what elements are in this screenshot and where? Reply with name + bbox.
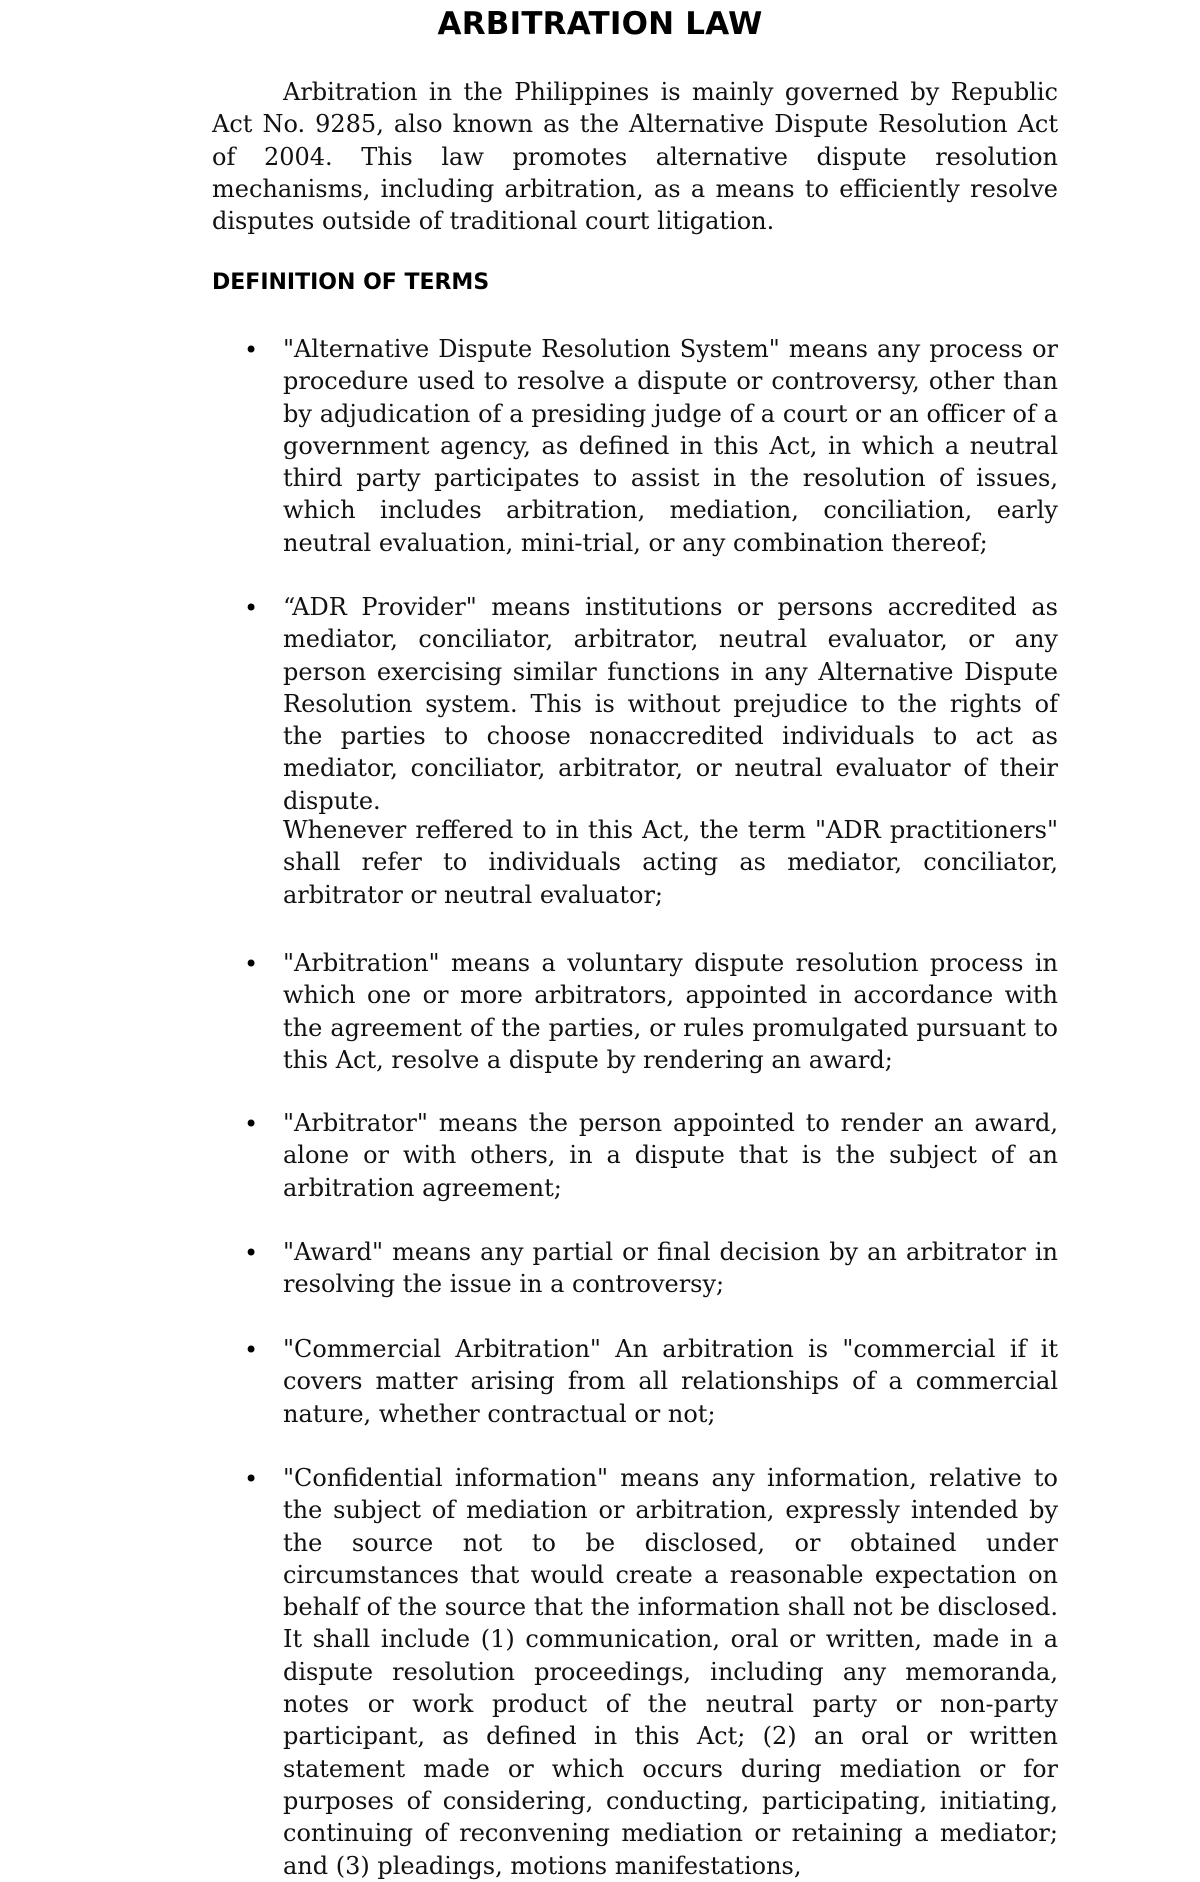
definition-continuation: Whenever reffered to in this Act, the term "ADR practitioners" shall refer to individuals acting as mediator, conciliator, arbitrator or neutral evaluator; (283, 816, 1058, 909)
definition-item: "Arbitrator" means the person appointed to render an award, alone or with others, in a dispute that is the subject of an arbitration agreement; (283, 1109, 1058, 1202)
definition-item: “ADR Provider" means institutions or persons accredited as mediator, conciliator, arbitrator, neutral evaluator, or any person exercising similar functions in any Alternative Dispute Resolution system. This is without prejudice to the rights of the parties to choose nonaccredited individuals to act as mediator, conciliator, arbitrator, or neutral evaluator of their dispute. (283, 593, 1058, 815)
document-title: ARBITRATION LAW (437, 6, 763, 42)
bullet-marker: • (244, 336, 259, 364)
definition-item: "Arbitration" means a voluntary dispute resolution process in which one or more arbitrators, appointed in accordance with the agreement of the parties, or rules promulgated pursuant to this Act, resolve a dispute by rendering an award; (283, 949, 1058, 1074)
bullet-marker: • (244, 1465, 259, 1493)
bullet-marker: • (244, 1336, 259, 1364)
bullet-marker: • (244, 594, 259, 622)
definition-item: "Commercial Arbitration" An arbitration is "commercial if it covers matter arising from all relationships of a commercial nature, whether contractual or not; (283, 1335, 1058, 1428)
section-heading: DEFINITION OF TERMS (212, 270, 490, 295)
bullet-marker: • (244, 1239, 259, 1267)
definition-item: "Confidential information" means any information, relative to the subject of mediation or arbitration, expressly intended by the source not to be disclosed, or obtained under circumstances that would create a reasonable expectation on behalf of the source that the information shall not be disclosed. It shall include (1) communication, oral or written, made in a dispute resolution proceedings, including any memoranda, notes or work product of the neutral party or non-party participant, as defined in this Act; (2) an oral or written statement made or which occurs during mediation or for purposes of considering, conducting, participating, initiating, continuing of reconvening mediation or retaining a mediator; and (3) pleadings, motions manifestations, (283, 1464, 1058, 1880)
definition-item: "Award" means any partial or final decision by an arbitrator in resolving the issue in a controversy; (283, 1238, 1058, 1299)
intro-paragraph: Arbitration in the Philippines is mainly governed by Republic Act No. 9285, also known as the Alternative Dispute Resolution Act of 2004. This law promotes alternative dispute resolution mechanisms, including arbitration, as a means to efficiently resolve disputes outside of traditional court litigation. (212, 78, 1058, 236)
definition-item: "Alternative Dispute Resolution System" means any process or procedure used to resolve a dispute or controversy, other than by adjudication of a presiding judge of a court or an officer of a government agency, as defined in this Act, in which a neutral third party participates to assist in the resolution of issues, which includes arbitration, mediation, conciliation, early neutral evaluation, mini-trial, or any combination thereof; (283, 335, 1058, 557)
bullet-marker: • (244, 950, 259, 978)
bullet-marker: • (244, 1110, 259, 1138)
